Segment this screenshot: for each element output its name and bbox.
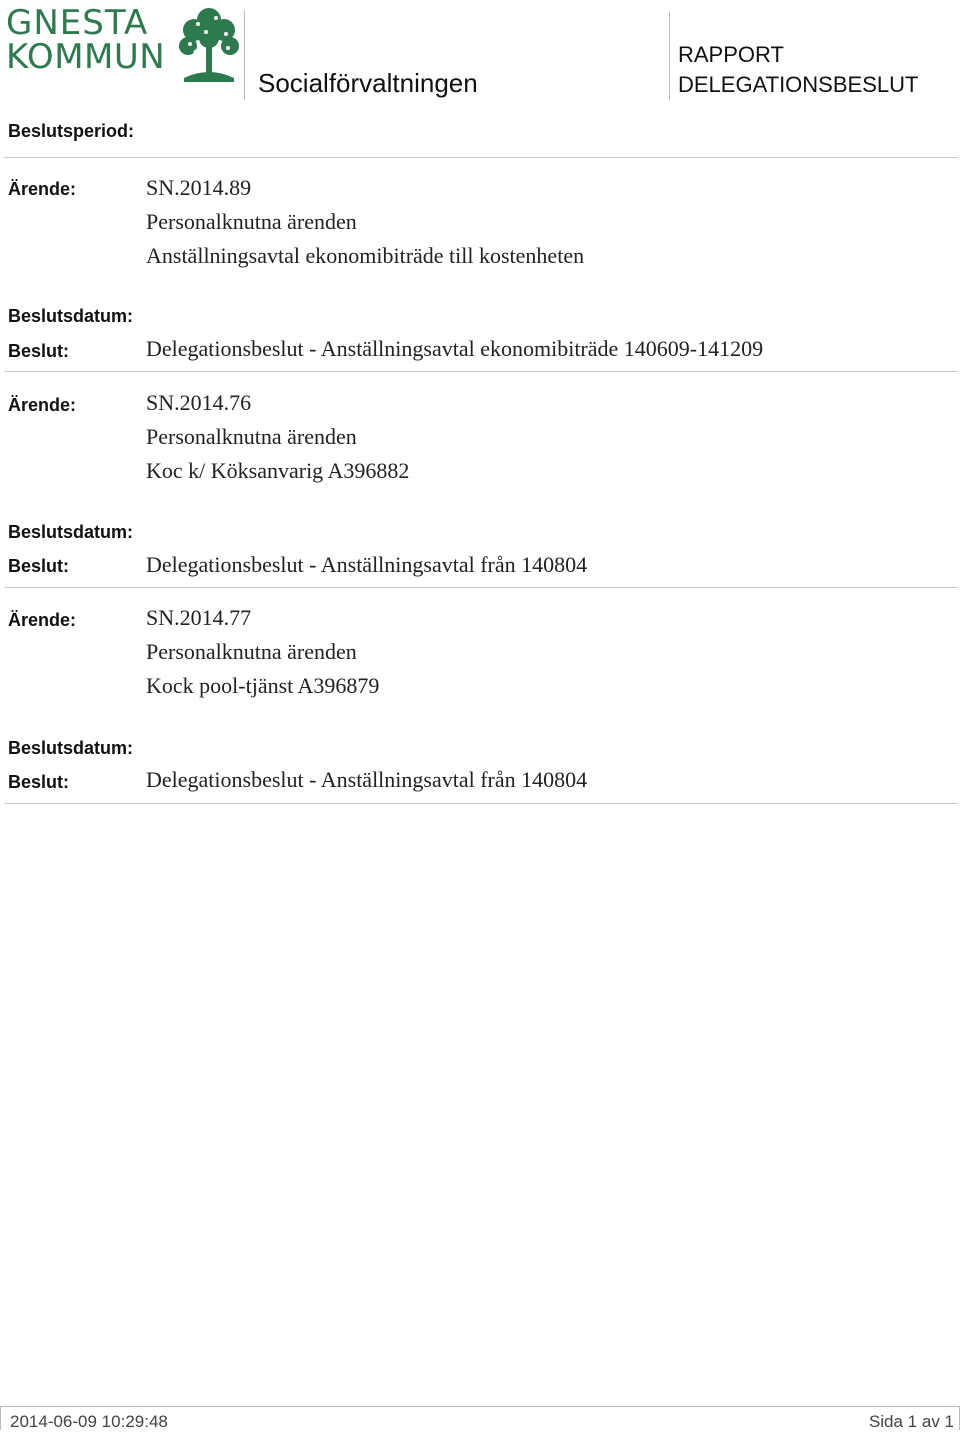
report-type-line1: RAPPORT xyxy=(678,42,784,67)
case-block xyxy=(146,601,379,703)
case-title: Anställningsavtal ekonomibiträde till kostenheten xyxy=(146,243,585,268)
case-category: Personalknutna ärenden xyxy=(146,639,357,664)
header-divider xyxy=(244,10,245,100)
department-title: Socialförvaltningen xyxy=(258,68,478,98)
divider xyxy=(4,587,958,588)
decision-text: Delegationsbeslut - Anställningsavtal ekonomibiträde 140609-141209 xyxy=(146,336,764,361)
beslut-label: Beslut: xyxy=(8,772,70,792)
footer-divider xyxy=(0,1406,960,1407)
divider xyxy=(4,803,958,804)
case-number: SN.2014.77 xyxy=(146,605,252,630)
tree-icon xyxy=(176,6,242,86)
arende-label: Ärende: xyxy=(8,179,77,199)
decision-text: Delegationsbeslut - Anställningsavtal från 140804 xyxy=(146,767,588,792)
header-divider xyxy=(669,12,670,100)
logo-text-line1: GNESTA xyxy=(6,3,149,43)
report-type xyxy=(678,40,918,100)
case-category: Personalknutna ärenden xyxy=(146,424,357,449)
logo-text-line2: KOMMUN xyxy=(6,37,166,77)
divider xyxy=(4,371,958,372)
arende-label: Ärende: xyxy=(8,395,77,415)
gnesta-kommun-logo xyxy=(6,3,240,86)
case-block xyxy=(146,171,584,273)
beslutsdatum-label: Beslutsdatum: xyxy=(8,306,134,326)
case-number: SN.2014.89 xyxy=(146,175,252,200)
arende-label: Ärende: xyxy=(8,610,77,630)
footer-timestamp: 2014-06-09 10:29:48 xyxy=(10,1412,168,1431)
beslut-label: Beslut: xyxy=(8,341,70,361)
divider xyxy=(4,157,958,158)
case-title: Kock pool-tjänst A396879 xyxy=(146,673,380,698)
case-number: SN.2014.76 xyxy=(146,390,252,415)
report-type-line2: DELEGATIONSBESLUT xyxy=(678,72,919,97)
decision-text: Delegationsbeslut - Anställningsavtal från 140804 xyxy=(146,552,588,577)
beslutsdatum-label: Beslutsdatum: xyxy=(8,522,134,542)
footer-divider xyxy=(0,1406,1,1430)
case-category: Personalknutna ärenden xyxy=(146,209,357,234)
case-block xyxy=(146,386,409,488)
beslut-label: Beslut: xyxy=(8,556,70,576)
case-title: Koc k/ Köksanvarig A396882 xyxy=(146,458,410,483)
page-number: Sida 1 av 1 xyxy=(868,1412,954,1431)
period-label: Beslutsperiod: xyxy=(8,121,135,141)
beslutsdatum-label: Beslutsdatum: xyxy=(8,738,134,758)
